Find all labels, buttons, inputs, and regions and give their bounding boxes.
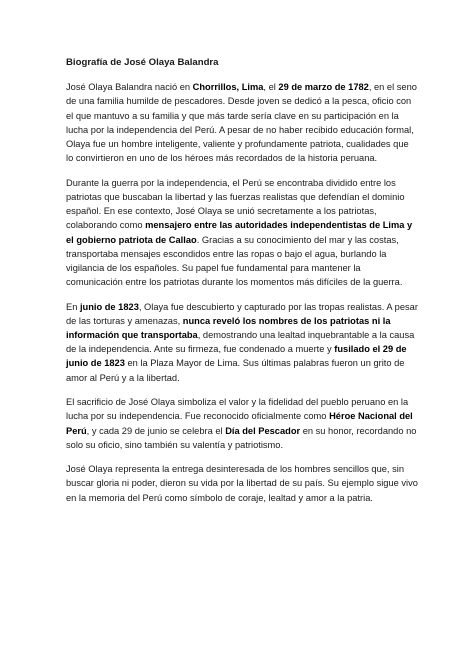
- document-body: [66, 56, 418, 515]
- bold-segment: Día del Pescador: [225, 425, 301, 436]
- document-title: Biografía de José Olaya Balandra: [66, 57, 219, 68]
- text-segment: en la Plaza Mayor de Lima. Sus últimas palabras fueron un grito de amor al Perú y a la libertad.: [66, 358, 405, 383]
- text-segment: , demostrando una lealtad inquebrantable a la causa de la independencia. Ante su firmeza, fue condenado a muerte y: [66, 330, 415, 355]
- paragraph-war: [66, 176, 418, 290]
- text-segment: En: [66, 301, 80, 312]
- bold-segment: Héroe Nacional del Perú: [66, 411, 413, 436]
- paragraph-conclusion: [66, 462, 418, 505]
- text-segment: en su honor, recordando no solo su oficio, sino también su valentía y patriotismo.: [66, 425, 417, 450]
- text-segment: , el: [263, 82, 279, 93]
- text-segment: José Olaya Balandra nació en: [66, 82, 193, 93]
- bold-segment: 29 de marzo de 1782: [278, 82, 369, 93]
- bold-segment: mensajero entre las autoridades independentistas de Lima y el gobierno patriota de Callao: [66, 220, 413, 245]
- text-segment: , en el seno de una familia humilde de pescadores. Desde joven se dedicó a la pesca, oficio con el que mantuvo a su familia y que más tarde sería clave en su participación en la lucha por la independencia del Perú. A pesar de no haber recibido educación formal, Olaya fue un hombre inteligente, valiente y profundamente patriota, cualidades que lo convirtieron en uno de los héroes más recordados de la historia peruana.: [66, 82, 417, 164]
- text-segment: José Olaya representa la entrega desinteresada de los hombres sencillos que, sin buscar gloria ni poder, dieron su vida por la libertad de su país. Su ejemplo sigue vivo en la memoria del Perú como símbolo de coraje, lealtad y amor a la patria.: [66, 464, 418, 503]
- paragraph-capture: [66, 300, 418, 385]
- bold-segment: Chorrillos, Lima: [192, 82, 264, 93]
- bold-segment: junio de 1823: [79, 301, 139, 312]
- text-segment: . Gracias a su conocimiento del mar y las costas, transportaba mensajes escondidos entre las ropas o bajo el agua, burlando la vigilancia de los españoles. Su papel fue fundamental para mantener la comunicación entre los patriotas durante los momentos más difíciles de la guerra.: [66, 234, 403, 288]
- text-segment: , Olaya fue descubierto y capturado por las tropas realistas. A pesar de las torturas y amenazas,: [66, 301, 418, 326]
- paragraph-legacy: [66, 395, 418, 452]
- paragraph-birth: [66, 80, 418, 165]
- text-segment: Durante la guerra por la independencia, el Perú se encontraba dividido entre los patriotas que buscaban la libertad y las fuerzas realistas que defendían el dominio español. En ese contexto, José Olaya se unió secretamente a los patriotas, colaborando como: [66, 177, 405, 231]
- text-segment: El sacrificio de José Olaya simboliza el valor y la fidelidad del pueblo peruano en la lucha por su independencia. Fue reconocido oficialmente como: [66, 397, 409, 422]
- bold-segment: fusilado el 29 de junio de 1823: [66, 344, 407, 369]
- text-segment: , y cada 29 de junio se celebra el: [86, 425, 226, 436]
- bold-segment: nunca reveló los nombres de los patriotas ni la información que transportaba: [66, 315, 391, 341]
